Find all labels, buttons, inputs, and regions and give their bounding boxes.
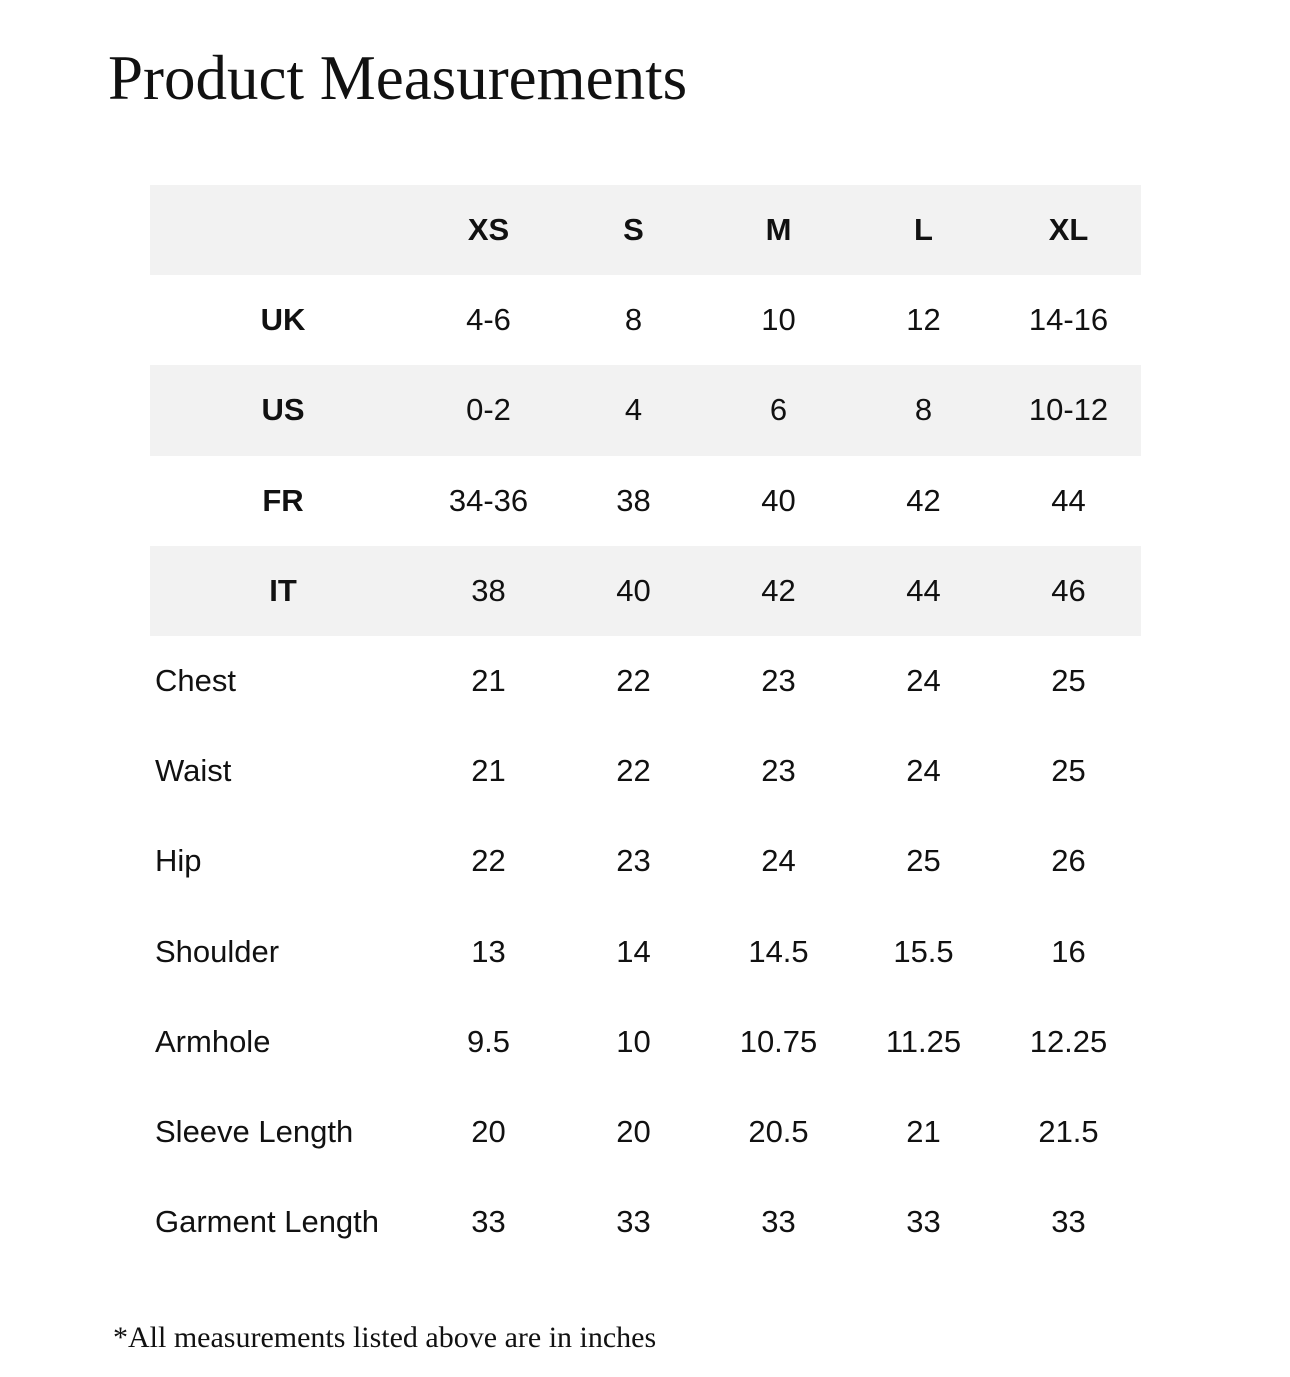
table-cell: 23 [761, 663, 796, 699]
table-cell: 25 [1051, 753, 1086, 789]
measurement-row-waist [150, 726, 1141, 816]
table-cell: 34-36 [448, 482, 529, 518]
size-header-row [150, 185, 1141, 275]
table-cell: 42 [906, 482, 941, 518]
table-cell: 21 [471, 753, 506, 789]
row-label: Waist [155, 753, 232, 789]
row-label: UK [260, 302, 306, 338]
row-label: Armhole [155, 1023, 271, 1059]
row-label: US [261, 392, 305, 428]
table-cell: 4-6 [466, 302, 511, 338]
size-header-xs: XS [467, 212, 510, 248]
measurement-row-armhole [150, 997, 1141, 1087]
row-label: Shoulder [155, 933, 280, 969]
measurement-row-garment-length [150, 1177, 1141, 1267]
table-cell: 26 [1051, 843, 1086, 879]
table-cell: 8 [624, 302, 643, 338]
row-label: Sleeve Length [155, 1113, 354, 1149]
table-cell: 33 [1051, 1204, 1086, 1240]
measurement-row-shoulder [150, 907, 1141, 997]
table-cell: 21.5 [1038, 1113, 1099, 1149]
table-cell: 33 [761, 1204, 796, 1240]
measurement-unit-footnote: *All measurements listed above are in inches [113, 1321, 657, 1354]
table-cell: 44 [906, 572, 941, 608]
table-cell: 33 [471, 1204, 506, 1240]
row-label: IT [269, 572, 297, 608]
table-cell: 33 [906, 1204, 941, 1240]
table-cell: 9.5 [466, 1023, 511, 1059]
table-cell: 12 [906, 302, 941, 338]
size-system-row-uk [150, 275, 1141, 365]
table-cell: 20 [616, 1113, 651, 1149]
size-header-xl: XL [1048, 212, 1089, 248]
size-system-row-fr [150, 456, 1141, 546]
table-cell: 23 [761, 753, 796, 789]
table-cell: 25 [1051, 663, 1086, 699]
table-cell: 10-12 [1028, 392, 1109, 428]
page-title: Product Measurements [108, 43, 688, 113]
table-cell: 10.75 [739, 1023, 818, 1059]
size-header-l: L [914, 212, 933, 248]
table-cell: 25 [906, 843, 941, 879]
table-cell: 21 [906, 1113, 941, 1149]
table-cell: 23 [616, 843, 651, 879]
size-header-m: M [765, 212, 792, 248]
table-cell: 20 [471, 1113, 506, 1149]
table-cell: 24 [906, 663, 941, 699]
table-cell: 44 [1051, 482, 1086, 518]
table-cell: 10 [761, 302, 796, 338]
row-label: Hip [155, 843, 202, 879]
table-cell: 33 [616, 1204, 651, 1240]
table-cell: 38 [471, 572, 506, 608]
size-chart-table [150, 185, 1141, 1267]
table-cell: 40 [761, 482, 796, 518]
table-cell: 12.25 [1029, 1023, 1108, 1059]
table-cell: 24 [906, 753, 941, 789]
table-cell: 46 [1051, 572, 1086, 608]
table-cell: 16 [1051, 933, 1086, 969]
table-cell: 38 [616, 482, 651, 518]
table-cell: 22 [471, 843, 506, 879]
measurement-row-sleeve-length [150, 1087, 1141, 1177]
table-cell: 0-2 [466, 392, 511, 428]
table-cell: 10 [616, 1023, 651, 1059]
size-header-s: S [623, 212, 644, 248]
table-cell: 42 [761, 572, 796, 608]
table-cell: 6 [769, 392, 788, 428]
table-cell: 8 [914, 392, 933, 428]
header-corner-cell [150, 185, 416, 275]
table-cell: 22 [616, 663, 651, 699]
table-cell: 24 [761, 843, 796, 879]
table-cell: 14-16 [1028, 302, 1109, 338]
size-system-row-us [150, 365, 1141, 455]
table-cell: 13 [471, 933, 506, 969]
row-label: Garment Length [155, 1204, 380, 1240]
table-cell: 14 [616, 933, 651, 969]
measurement-row-chest [150, 636, 1141, 726]
table-cell: 21 [471, 663, 506, 699]
size-system-row-it [150, 546, 1141, 636]
table-cell: 4 [624, 392, 643, 428]
row-label: FR [262, 482, 304, 518]
table-cell: 14.5 [748, 933, 809, 969]
table-cell: 22 [616, 753, 651, 789]
row-label: Chest [155, 663, 236, 699]
table-cell: 11.25 [885, 1023, 962, 1059]
table-cell: 20.5 [748, 1113, 809, 1149]
measurement-row-hip [150, 816, 1141, 906]
table-cell: 40 [616, 572, 651, 608]
table-cell: 15.5 [893, 933, 954, 969]
